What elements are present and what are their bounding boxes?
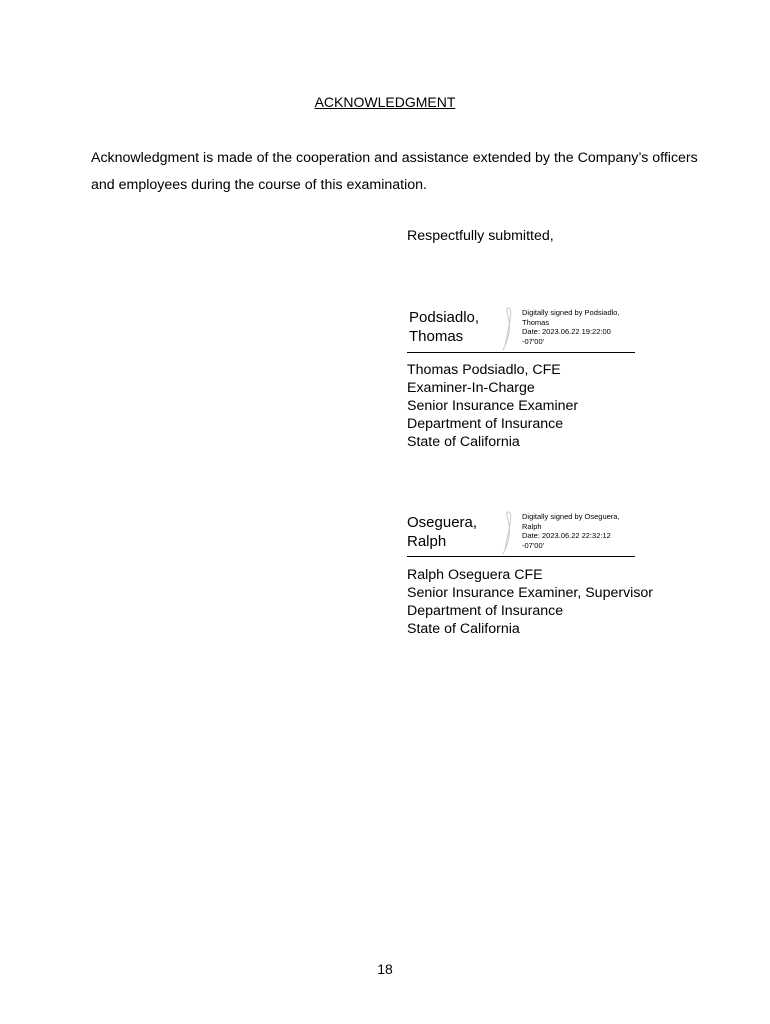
signature-signed-by-cont: Thomas [522, 317, 550, 327]
signature-signed-by-cont: Ralph [522, 521, 542, 531]
signature-signed-by: Digitally signed by Oseguera, [522, 512, 620, 521]
page-number: 18 [377, 961, 393, 977]
signer-title-line: Senior Insurance Examiner [407, 398, 579, 414]
signature-mark-icon [497, 306, 523, 352]
signer-role-line: Examiner-In-Charge [407, 380, 535, 396]
signature-mark-icon [497, 510, 523, 556]
signature-signer-name: Oseguera, Ralph [407, 514, 478, 550]
signer-info-podsiadlo [407, 361, 578, 451]
signature-details [522, 512, 634, 550]
signer-state-line: State of California [407, 621, 520, 637]
signature-timezone: -07'00' [522, 540, 545, 550]
digital-signature-podsiadlo[interactable] [407, 306, 635, 353]
signer-title-line: Senior Insurance Examiner, Supervisor [407, 585, 654, 601]
signature-date: Date: 2023.06.22 19:22:00 [522, 327, 611, 336]
signer-name-line: Ralph Oseguera CFE [407, 567, 543, 583]
closing-text: Respectfully submitted, [407, 228, 554, 244]
signature-details [522, 308, 634, 346]
signature-date: Date: 2023.06.22 22:32:12 [522, 531, 611, 540]
signer-name-line: Thomas Podsiadlo, CFE [407, 362, 561, 378]
signature-signer-name: Podsiadlo, Thomas [409, 309, 480, 345]
digital-signature-oseguera[interactable] [407, 510, 635, 557]
signature-timezone: -07'00' [522, 336, 545, 346]
signer-info-oseguera [407, 566, 653, 638]
acknowledgment-paragraph: Acknowledgment is made of the cooperation and assistance extended by the Company’s officers and employees during the course of this examination. [91, 150, 698, 193]
signature-signed-by: Digitally signed by Podsiadlo, [522, 308, 620, 317]
signer-state-line: State of California [407, 434, 520, 450]
signer-department-line: Department of Insurance [407, 603, 564, 619]
page-heading: ACKNOWLEDGMENT [314, 94, 456, 110]
signer-department-line: Department of Insurance [407, 416, 564, 432]
